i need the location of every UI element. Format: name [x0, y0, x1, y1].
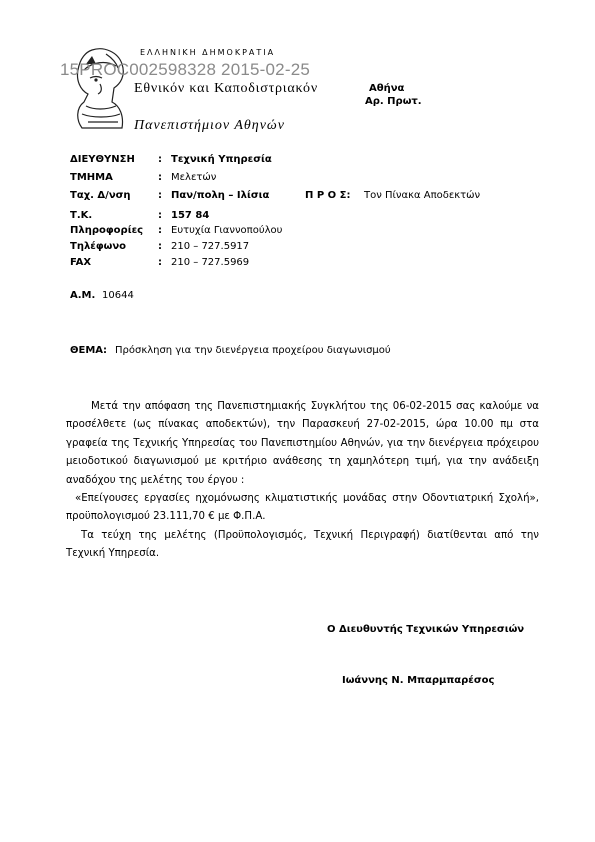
letter-body [66, 398, 539, 564]
body-paragraph-project: «Επείγουσες εργασίες ηχομόνωσης κλιματιστικής μονάδας στην Οδοντιατρική Σχολή», προϋπολογισμού 23.111,70 € με Φ.Π.Α. [66, 493, 539, 523]
body-paragraph-invitation: Μετά την απόφαση της Πανεπιστημιακής Συγκλήτου της 06-02-2015 σας καλούμε να προσέλθετε (ως πίνακας αποδεκτών), την Παρασκευή 27-02-2015, ώρα 10.00 πμ στα γραφεία της Τεχνικής Υπηρεσίας του Πανεπιστημίου Αθηνών, για την διενέργεια πρόχειρου μειοδοτικού διαγωνισμού με κριτήριο ανάθεσης τη χαμηλότερη τιμή, για την ανάδειξη αναδόχου της μελέτης του έργου : [66, 401, 539, 486]
hellenic-republic-heading: ΕΛΛΗΝΙΚΗ ΔΗΜΟΚΡΑΤΙΑ [140, 48, 276, 57]
address-value-phone: 210 – 727.5917 [171, 241, 250, 252]
address-label-fax: FAX [70, 257, 92, 268]
document-stamp: 15PROC002598328 2015-02-25 [60, 60, 310, 79]
signature-title: Ο Διευθυντής Τεχνικών Υπηρεσιών [327, 624, 525, 635]
address-colon: : [158, 190, 162, 201]
subject-text: Πρόσκληση για την διενέργεια προχείρου διαγωνισμού [115, 345, 391, 356]
address-value-fax: 210 – 727.5969 [171, 257, 250, 268]
university-logo-athena [62, 44, 130, 140]
protocol-number-label: Αρ. Πρωτ. [365, 96, 422, 107]
am-value: 10644 [102, 290, 134, 301]
am-label: Α.Μ. [70, 290, 96, 301]
address-label-department: ΤΜΗΜΑ [70, 172, 113, 183]
address-label-postcode: Τ.Κ. [70, 210, 93, 221]
address-colon: : [158, 257, 162, 268]
address-value-postal-address: Παν/πολη – Ιλίσια [171, 190, 270, 201]
address-label-directorate: ΔΙΕΥΘΥΝΣΗ [70, 154, 135, 165]
university-name-line1: Εθνικόν και Καποδιστριακόν [134, 81, 318, 96]
recipient-value: Τον Πίνακα Αποδεκτών [364, 190, 481, 201]
city-label: Αθήνα [369, 83, 405, 94]
university-name-line2: Πανεπιστήμιον Αθηνών [134, 118, 285, 133]
address-value-department: Μελετών [171, 172, 217, 183]
address-value-information: Ευτυχία Γιαννοπούλου [171, 225, 283, 236]
address-colon: : [158, 225, 162, 236]
address-value-directorate: Τεχνική Υπηρεσία [171, 154, 272, 165]
address-value-postcode: 157 84 [171, 210, 210, 221]
body-paragraph-documents: Τα τεύχη της μελέτης (Προϋπολογισμός, Τεχνική Περιγραφή) διατίθενται από την Τεχνική Υπηρεσία. [66, 529, 539, 560]
subject-label: ΘΕΜΑ: [70, 345, 108, 356]
recipient-label: Π Ρ Ο Σ: [305, 190, 351, 201]
address-label-phone: Τηλέφωνο [70, 241, 127, 252]
address-colon: : [158, 154, 162, 165]
address-label-information: Πληροφορίες [70, 225, 144, 236]
address-colon: : [158, 241, 162, 252]
address-colon: : [158, 210, 162, 221]
signature-name: Ιωάννης Ν. Μπαρμπαρέσος [342, 675, 495, 686]
address-label-postal-address: Ταχ. Δ/νση [70, 190, 131, 201]
address-colon: : [158, 172, 162, 183]
